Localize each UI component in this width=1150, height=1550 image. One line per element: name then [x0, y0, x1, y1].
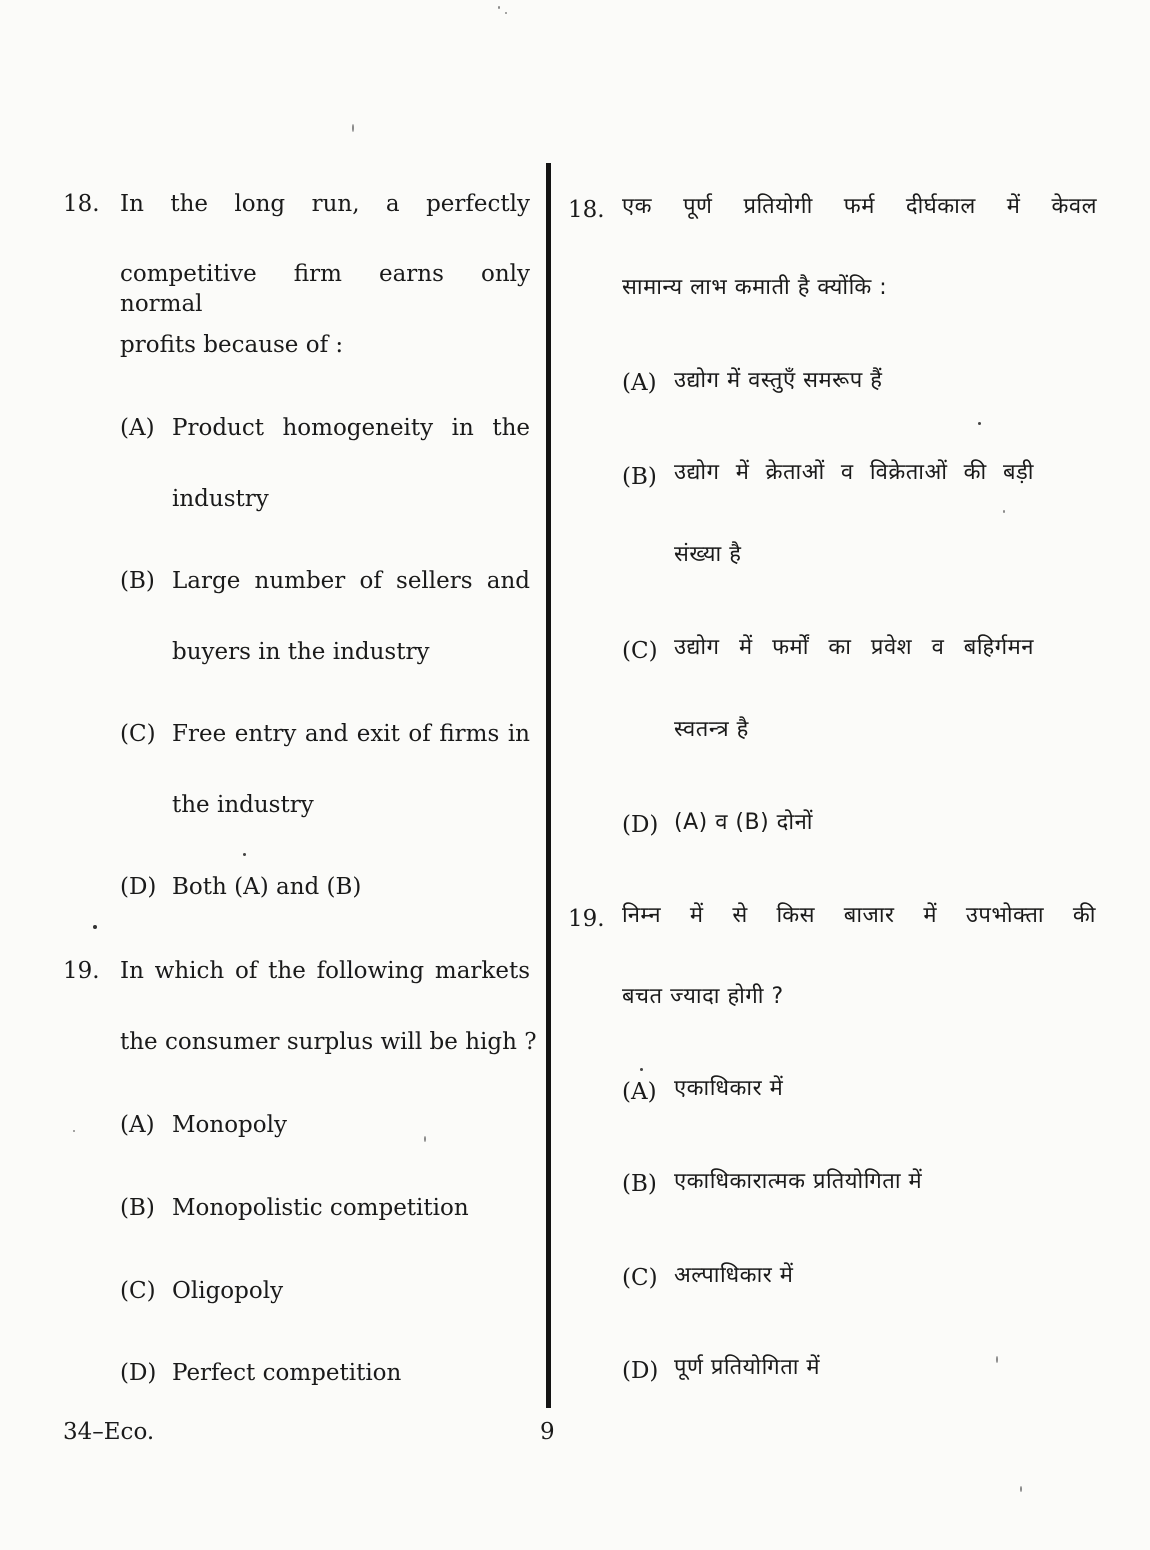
option-letter: (C)	[120, 721, 156, 747]
option-text-line: एकाधिकारात्मक प्रतियोगिता में	[674, 1169, 923, 1194]
option-letter: (B)	[622, 464, 657, 490]
option-letter: (B)	[622, 1171, 657, 1197]
option-letter: (A)	[622, 1079, 657, 1105]
option-text-line: उद्योग में वस्तुएँ समरूप हैं	[674, 368, 883, 393]
paper-code: 34–Eco.	[63, 1419, 155, 1445]
option-text-line: स्वतन्त्र है	[674, 717, 749, 742]
option-text-line: उद्योग में फर्मों का प्रवेश व बहिर्गमन	[674, 635, 1034, 660]
option-letter: (C)	[120, 1278, 156, 1304]
option-letter: (B)	[120, 1195, 155, 1221]
page-number: 9	[540, 1419, 555, 1445]
option-text-line: Product homogeneity in the	[172, 415, 530, 441]
option-text-line: संख्या है	[674, 542, 742, 567]
option-text-line: Perfect competition	[172, 1360, 402, 1386]
option-text-line: एकाधिकार में	[674, 1076, 784, 1101]
option-letter: (A)	[120, 415, 155, 441]
option-letter: (D)	[622, 812, 659, 838]
option-text-line: Free entry and exit of firms in	[172, 721, 530, 747]
option-text-line: Large number of sellers and	[172, 568, 530, 594]
question-text-line: In which of the following markets	[120, 958, 530, 984]
question-number: 19.	[568, 906, 605, 932]
option-text-line: Monopoly	[172, 1112, 287, 1138]
option-letter: (A)	[622, 370, 657, 396]
question-text-line: बचत ज्यादा होगी ?	[622, 984, 784, 1009]
option-text-line: industry	[172, 486, 269, 512]
option-letter: (D)	[622, 1358, 659, 1384]
option-letter: (D)	[120, 1360, 157, 1386]
question-number: 18.	[63, 191, 100, 217]
question-text-line: profits because of :	[120, 332, 344, 358]
option-letter: (C)	[622, 638, 658, 664]
column-divider	[546, 163, 551, 1408]
option-text-line: Both (A) and (B)	[172, 874, 362, 900]
option-text-line: the industry	[172, 792, 314, 818]
option-text-line: Monopolistic competition	[172, 1195, 469, 1221]
question-number: 19.	[63, 958, 100, 984]
option-letter: (D)	[120, 874, 157, 900]
option-text-line: buyers in the industry	[172, 639, 430, 665]
option-letter: (A)	[120, 1112, 155, 1138]
option-letter: (B)	[120, 568, 155, 594]
option-text-line: उद्योग में क्रेताओं व विक्रेताओं की बड़ी	[674, 460, 1034, 485]
option-text-line: Oligopoly	[172, 1278, 284, 1304]
question-text-line: एक पूर्ण प्रतियोगी फर्म दीर्घकाल में केवल	[622, 194, 1097, 219]
question-number: 18.	[568, 197, 605, 223]
question-text-line: the consumer surplus will be high ?	[120, 1029, 537, 1055]
question-text-line: सामान्य लाभ कमाती है क्योंकि :	[622, 275, 888, 300]
option-text-line: पूर्ण प्रतियोगिता में	[674, 1355, 821, 1380]
question-text-line: competitive firm earns only normal	[120, 261, 530, 317]
option-text-line: अल्पाधिकार में	[674, 1263, 794, 1288]
option-text-line: (A) व (B) दोनों	[674, 810, 813, 835]
question-text-line: निम्न में से किस बाजार में उपभोक्ता की	[622, 903, 1096, 928]
option-letter: (C)	[622, 1265, 658, 1291]
question-text-line: In the long run, a perfectly	[120, 191, 530, 217]
